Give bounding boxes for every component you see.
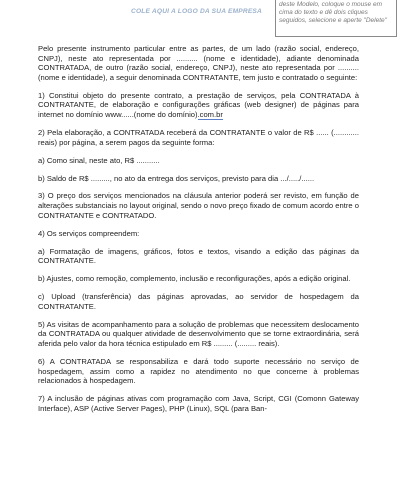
instruction-note-text: deste Modelo, coloque o mouse em cima do texto e dê dois cliques seguidos, selecione e aperte "Delete" — [279, 1, 387, 24]
clause-6: 6) A CONTRATADA se responsabiliza e dará todo suporte necessário no serviço de hospedagem, assim como a rapidez no atendimento no que concerne à problemas relacionados à hospedagem. — [38, 356, 359, 386]
clause-2a: a) Como sinal, neste ato, R$ ........... — [38, 155, 160, 165]
clause-1 — [38, 91, 359, 120]
clause-2b: b) Saldo de R$ ........., no ato da entrega dos serviços, previsto para dia .../...../...... — [38, 173, 315, 183]
clause-4a: a) Formatação de imagens, gráficos, fotos e textos, visando a edição das páginas da CONTRATANTE. — [38, 246, 359, 266]
clause-4: 4) Os serviços compreendem: — [38, 228, 140, 238]
clause-4c: c) Upload (transferência) das páginas aprovadas, ao servidor de hospedagem da CONTRATANTE. — [38, 292, 359, 311]
clause-2: 2) Pela elaboração, a CONTRATADA receberá da CONTRATANTE o valor de R$ ...... (............ reais) por página, a serem pagos da seguinte forma: — [38, 127, 359, 147]
clause-3: 3) O preço dos serviços mencionados na cláusula anterior poderá ser revisto, em função de alterações substanciais no layout original, sendo o novo preço fixado de comum acordo entre o CONTRATANTE e CONTRATADO. — [38, 191, 359, 220]
contract-body — [38, 44, 359, 422]
intro-paragraph: Pelo presente instrumento particular entre as partes, de um lado (razão social, endereço, CNPJ), neste ato representada por .......... (nome e identidade), adiante denominada CONTRATADA, de outro (razão social, endereço, CNPJ), neste ato representada por .......... (nome e identidade), a seguir denominada CONTRATANTE, tem justo e contratado o seguinte: — [38, 44, 359, 82]
domain-link[interactable]: .com.br — [197, 109, 223, 119]
clause-1-text: 1) Constitui objeto do presente contrato, a prestação de serviços, pela CONTRATADA à CONTRATANTE, de elaboração e configurações gráficas (web designer) de páginas para internet no domínio www......(nome do domínio) — [38, 90, 359, 119]
instruction-note — [275, 0, 397, 37]
clause-7: 7) A inclusão de páginas ativas com programação com Java, Script, CGI (Comonn Gateway Interface), ASP (Active Server Pages), PHP (Linux), SQL (para Ban- — [38, 394, 359, 413]
clause-5: 5) As visitas de acompanhamento para a solução de problemas que necessitem deslocamento da CONTRATADA ou qualquer atividade de desenvolvimento que se torne extraordinária, será aferida pelo valor da hora técnica estipulado em R$ ......... (......... reais). — [38, 319, 359, 348]
clause-4b: b) Ajustes, como remoção, complemento, inclusão e reconfigurações, após a edição original. — [38, 274, 351, 284]
logo-placeholder: COLE AQUI A LOGO DA SUA EMPRESA — [131, 8, 262, 15]
